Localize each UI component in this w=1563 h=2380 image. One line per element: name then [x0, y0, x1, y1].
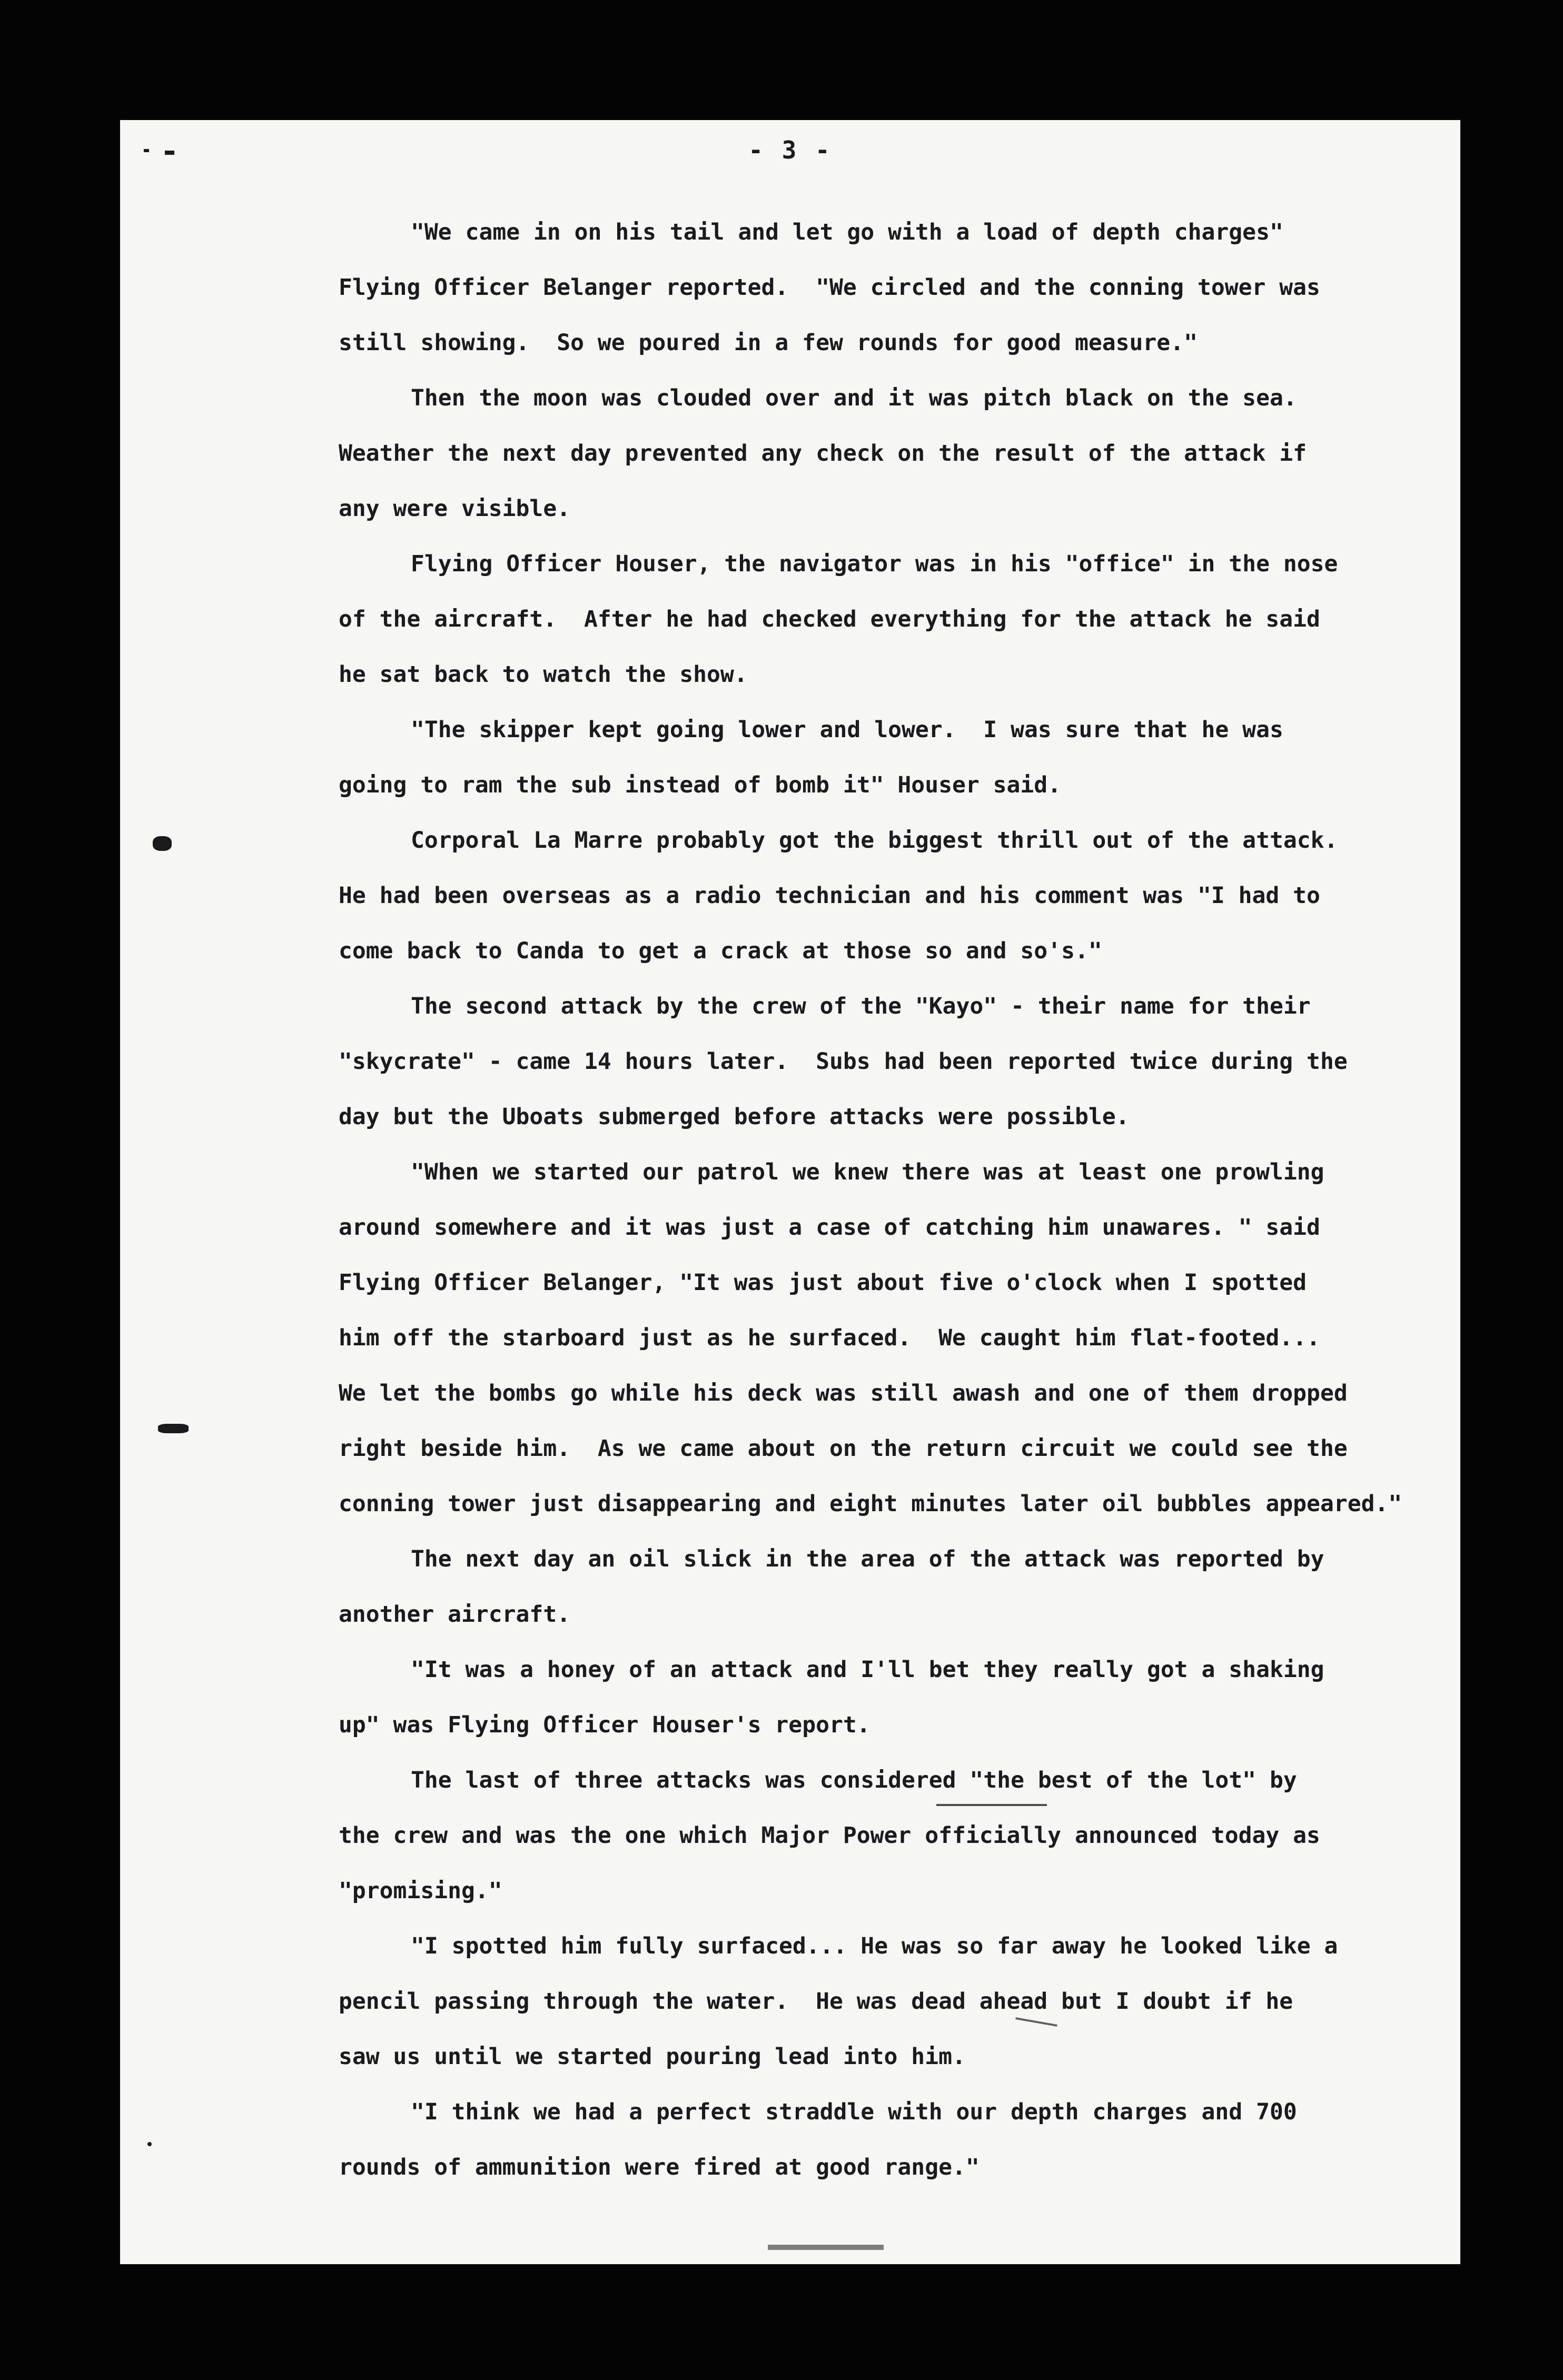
text-line: around somewhere and it was just a case of catching him unawares. " said — [339, 1214, 1320, 1241]
text-line: saw us until we started pouring lead into him. — [339, 2044, 966, 2070]
text-line: "I think we had a perfect straddle with our depth charges and 700 — [411, 2099, 1297, 2125]
text-line: Flying Officer Belanger reported. "We circled and the conning tower was — [339, 274, 1320, 301]
text-line: Flying Officer Houser, the navigator was in his "office" in the nose — [411, 551, 1338, 577]
text-line: "We came in on his tail and let go with a load of depth charges" — [411, 219, 1283, 245]
scan-speck — [144, 149, 149, 152]
text-line: He had been overseas as a radio technician and his comment was "I had to — [339, 882, 1320, 909]
scan-speck — [158, 1424, 189, 1433]
text-line: him off the starboard just as he surfaced. We caught him flat-footed... — [339, 1325, 1320, 1351]
text-line: We let the bombs go while his deck was still awash and one of them dropped — [339, 1380, 1348, 1406]
text-line: The next day an oil slick in the area of the attack was reported by — [411, 1546, 1324, 1572]
typed-page — [120, 120, 1460, 2264]
text-line: up" was Flying Officer Houser's report. — [339, 1712, 870, 1738]
text-line: The last of three attacks was considered "the best of the lot" by — [411, 1767, 1297, 1793]
text-line: another aircraft. — [339, 1601, 571, 1628]
text-line: The second attack by the crew of the "Kayo" - their name for their — [411, 993, 1311, 1019]
text-line: pencil passing through the water. He was dead ahead but I doubt if he — [339, 1988, 1293, 2015]
text-line: still showing. So we poured in a few rounds for good measure." — [339, 330, 1198, 356]
text-line: come back to Canda to get a crack at those so and so's." — [339, 938, 1102, 964]
text-line: day but the Uboats submerged before attacks were possible. — [339, 1104, 1130, 1130]
text-line: rounds of ammunition were fired at good range." — [339, 2154, 980, 2180]
scan-speck — [768, 2245, 884, 2250]
text-line: Then the moon was clouded over and it was pitch black on the sea. — [411, 385, 1297, 411]
text-line: going to ram the sub instead of bomb it" Houser said. — [339, 772, 1062, 798]
text-line: "When we started our patrol we knew there was at least one prowling — [411, 1159, 1324, 1185]
text-line: the crew and was the one which Major Power officially announced today as — [339, 1822, 1320, 1849]
text-line: of the aircraft. After he had checked everything for the attack he said — [339, 606, 1320, 632]
text-line: right beside him. As we came about on the return circuit we could see the — [339, 1435, 1348, 1462]
text-line: Flying Officer Belanger, "It was just about five o'clock when I spotted — [339, 1270, 1307, 1296]
text-line: "skycrate" - came 14 hours later. Subs had been reported twice during the — [339, 1048, 1348, 1075]
scan-scratch — [936, 1804, 1047, 1806]
scan-speck — [153, 836, 172, 851]
text-line: "promising." — [339, 1878, 502, 1904]
text-line: he sat back to watch the show. — [339, 661, 748, 688]
text-line: Corporal La Marre probably got the biggest thrill out of the attack. — [411, 827, 1338, 854]
scan-speck — [165, 151, 174, 155]
body-text — [339, 204, 1402, 2195]
text-line: "The skipper kept going lower and lower. I was sure that he was — [411, 717, 1283, 743]
text-line: Weather the next day prevented any check on the result of the attack if — [339, 440, 1307, 467]
text-line: conning tower just disappearing and eight minutes later oil bubbles appeared." — [339, 1491, 1402, 1517]
text-line: "I spotted him fully surfaced... He was so far away he looked like a — [411, 1933, 1338, 1959]
text-line: any were visible. — [339, 495, 571, 522]
page-number: - 3 - — [748, 136, 832, 164]
scan-speck — [147, 2142, 152, 2146]
text-line: "It was a honey of an attack and I'll bet they really got a shaking — [411, 1657, 1324, 1683]
